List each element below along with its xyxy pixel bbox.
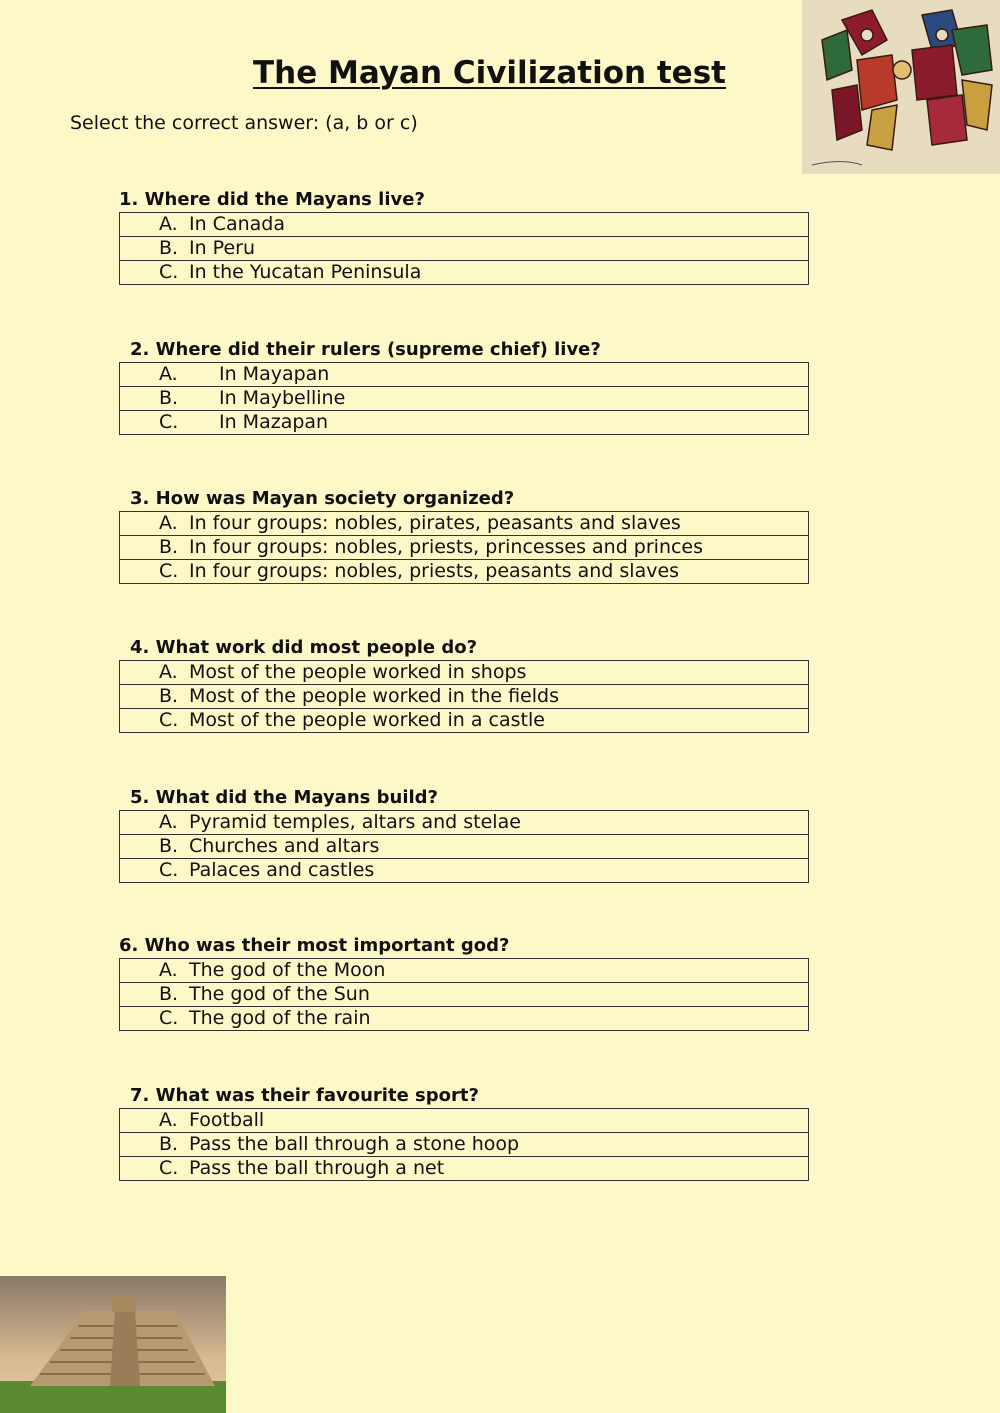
option-a[interactable]: [120, 1109, 808, 1132]
question-4: [119, 636, 809, 733]
option-text: Pass the ball through a net: [189, 1157, 445, 1179]
option-letter: A.: [159, 811, 178, 833]
option-letter: A.: [159, 661, 178, 683]
option-a[interactable]: [120, 661, 808, 684]
option-text: In four groups: nobles, priests, princesses and princes: [189, 536, 704, 558]
question-text: What work did most people do?: [155, 637, 478, 658]
question-number: 2.: [130, 339, 150, 360]
option-text: Pyramid temples, altars and stelae: [189, 811, 521, 833]
option-c[interactable]: [120, 708, 808, 732]
answer-options: [119, 810, 809, 883]
option-text: Football: [189, 1109, 265, 1131]
option-c[interactable]: [120, 559, 808, 583]
option-a[interactable]: [120, 811, 808, 834]
answer-options: [119, 958, 809, 1031]
option-text: The god of the Sun: [189, 983, 370, 1005]
answer-options: [119, 362, 809, 435]
option-letter: C.: [159, 709, 179, 731]
option-letter: B.: [159, 237, 179, 259]
option-text: In Maybelline: [219, 387, 346, 409]
option-text: Most of the people worked in a castle: [189, 709, 545, 731]
option-letter: A.: [159, 512, 178, 534]
option-text: In four groups: nobles, priests, peasants and slaves: [189, 560, 680, 582]
option-text: In Canada: [189, 213, 285, 235]
option-c[interactable]: [120, 260, 808, 284]
question-text: Who was their most important god?: [144, 935, 510, 956]
option-text: Most of the people worked in the fields: [189, 685, 559, 707]
question-7: [119, 1084, 809, 1181]
option-letter: C.: [159, 1157, 179, 1179]
answer-options: [119, 1108, 809, 1181]
option-c[interactable]: [120, 410, 808, 434]
question-text: What was their favourite sport?: [155, 1085, 479, 1106]
option-letter: C.: [159, 1007, 179, 1029]
question-text: What did the Mayans build?: [155, 787, 438, 808]
question-text: How was Mayan society organized?: [155, 488, 515, 509]
question-1: [119, 188, 809, 285]
option-a[interactable]: [120, 213, 808, 236]
option-letter: B.: [159, 1133, 179, 1155]
option-text: In Peru: [189, 237, 256, 259]
option-letter: A.: [159, 213, 178, 235]
question-number: 3.: [130, 488, 150, 509]
option-text: In four groups: nobles, pirates, peasants and slaves: [189, 512, 681, 534]
instruction-text: Select the correct answer: (a, b or c): [70, 112, 418, 134]
answer-options: [119, 212, 809, 285]
question-number: 4.: [130, 637, 150, 658]
option-b[interactable]: [120, 236, 808, 260]
option-letter: B.: [159, 536, 179, 558]
option-b[interactable]: [120, 834, 808, 858]
option-text: In Mayapan: [219, 363, 330, 385]
option-text: Palaces and castles: [189, 859, 375, 881]
option-letter: A.: [159, 959, 178, 981]
option-letter: C.: [159, 261, 179, 283]
option-letter: C.: [159, 411, 179, 433]
question-text: Where did their rulers (supreme chief) live?: [155, 339, 601, 360]
option-c[interactable]: [120, 1156, 808, 1180]
option-b[interactable]: [120, 386, 808, 410]
question-number: 6.: [119, 935, 139, 956]
option-letter: C.: [159, 560, 179, 582]
option-text: The god of the rain: [189, 1007, 371, 1029]
option-c[interactable]: [120, 1006, 808, 1030]
question-number: 1.: [119, 189, 139, 210]
page-title: The Mayan Civilization test: [253, 55, 726, 91]
question-number: 5.: [130, 787, 150, 808]
option-a[interactable]: [120, 363, 808, 386]
question-number: 7.: [130, 1085, 150, 1106]
option-b[interactable]: [120, 982, 808, 1006]
answer-options: [119, 660, 809, 733]
option-letter: A.: [159, 1109, 178, 1131]
question-3: [119, 487, 809, 584]
option-text: Pass the ball through a stone hoop: [189, 1133, 520, 1155]
option-text: The god of the Moon: [189, 959, 386, 981]
option-text: In Mazapan: [219, 411, 329, 433]
option-b[interactable]: [120, 684, 808, 708]
option-b[interactable]: [120, 1132, 808, 1156]
question-6: [119, 934, 809, 1031]
option-letter: B.: [159, 387, 179, 409]
option-a[interactable]: [120, 959, 808, 982]
option-text: In the Yucatan Peninsula: [189, 261, 422, 283]
question-2: [119, 338, 809, 435]
option-b[interactable]: [120, 535, 808, 559]
question-text: Where did the Mayans live?: [144, 189, 425, 210]
option-text: Churches and altars: [189, 835, 380, 857]
question-5: [119, 786, 809, 883]
mayan-codex-illustration: [802, 0, 1000, 174]
option-letter: B.: [159, 685, 179, 707]
option-letter: C.: [159, 859, 179, 881]
option-a[interactable]: [120, 512, 808, 535]
option-text: Most of the people worked in shops: [189, 661, 527, 683]
option-c[interactable]: [120, 858, 808, 882]
option-letter: B.: [159, 983, 179, 1005]
answer-options: [119, 511, 809, 584]
pyramid-photo: [0, 1276, 226, 1413]
option-letter: B.: [159, 835, 179, 857]
option-letter: A.: [159, 363, 178, 385]
